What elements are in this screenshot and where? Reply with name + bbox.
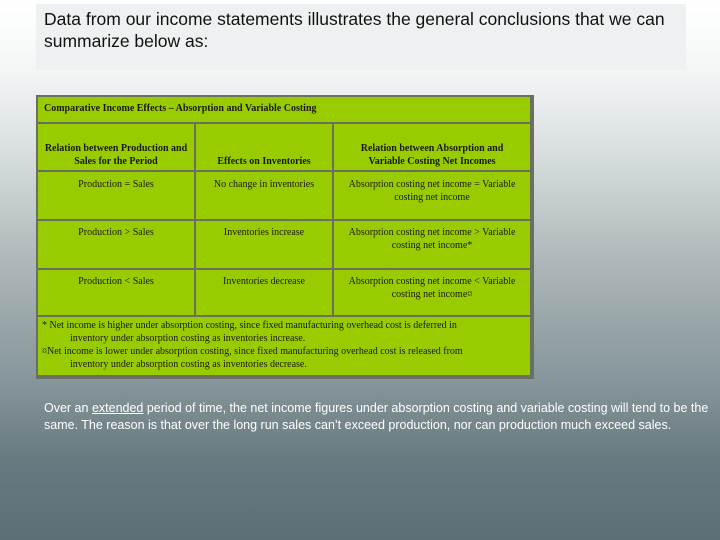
conclusion-underlined-word: extended bbox=[91, 401, 144, 415]
table-cell: No change in inventories bbox=[196, 172, 332, 219]
footnote-line: inventory under absorption costing as inventories decrease. bbox=[70, 359, 307, 370]
footnote-line: inventory under absorption costing as inventories increase. bbox=[70, 333, 306, 344]
table-cell: Absorption costing net income > Variable costing net income* bbox=[334, 221, 530, 268]
table-cell: Inventories decrease bbox=[196, 270, 332, 315]
intro-paragraph: Data from our income statements illustrates the general conclusions that we can summarize below as: bbox=[44, 9, 665, 51]
footnote-line: * Net income is higher under absorption costing, since fixed manufacturing overhead cost is deferred in bbox=[42, 320, 457, 331]
header-effects-inventories: Effects on Inventories bbox=[196, 124, 332, 170]
conclusion-paragraph bbox=[44, 400, 712, 434]
table-title: Comparative Income Effects – Absorption and Variable Costing bbox=[38, 97, 530, 122]
header-net-income-relation: Relation between Absorption and Variable Costing Net Incomes bbox=[334, 124, 530, 170]
table-cell: Inventories increase bbox=[196, 221, 332, 268]
table-cell: Production > Sales bbox=[38, 221, 194, 268]
table-cell: Production < Sales bbox=[38, 270, 194, 315]
comparison-table bbox=[36, 95, 534, 379]
conclusion-text-start: Over an bbox=[44, 401, 92, 415]
footnote-line: ¤Net income is lower under absorption costing, since fixed manufacturing overhead cost is released from bbox=[42, 346, 463, 357]
conclusion-text-end: period of time, the net income figures under absorption costing and variable costing will tend to be the same. The reason is that over the long run sales can’t exceed production, nor can production much exceed sales. bbox=[44, 401, 709, 432]
table-cell: Production = Sales bbox=[38, 172, 194, 219]
table-cell: Absorption costing net income = Variable costing net income bbox=[334, 172, 530, 219]
header-production-sales: Relation between Production and Sales for the Period bbox=[38, 124, 194, 170]
table-cell: Absorption costing net income < Variable costing net income¤ bbox=[334, 270, 530, 315]
table-footnotes bbox=[38, 317, 530, 375]
